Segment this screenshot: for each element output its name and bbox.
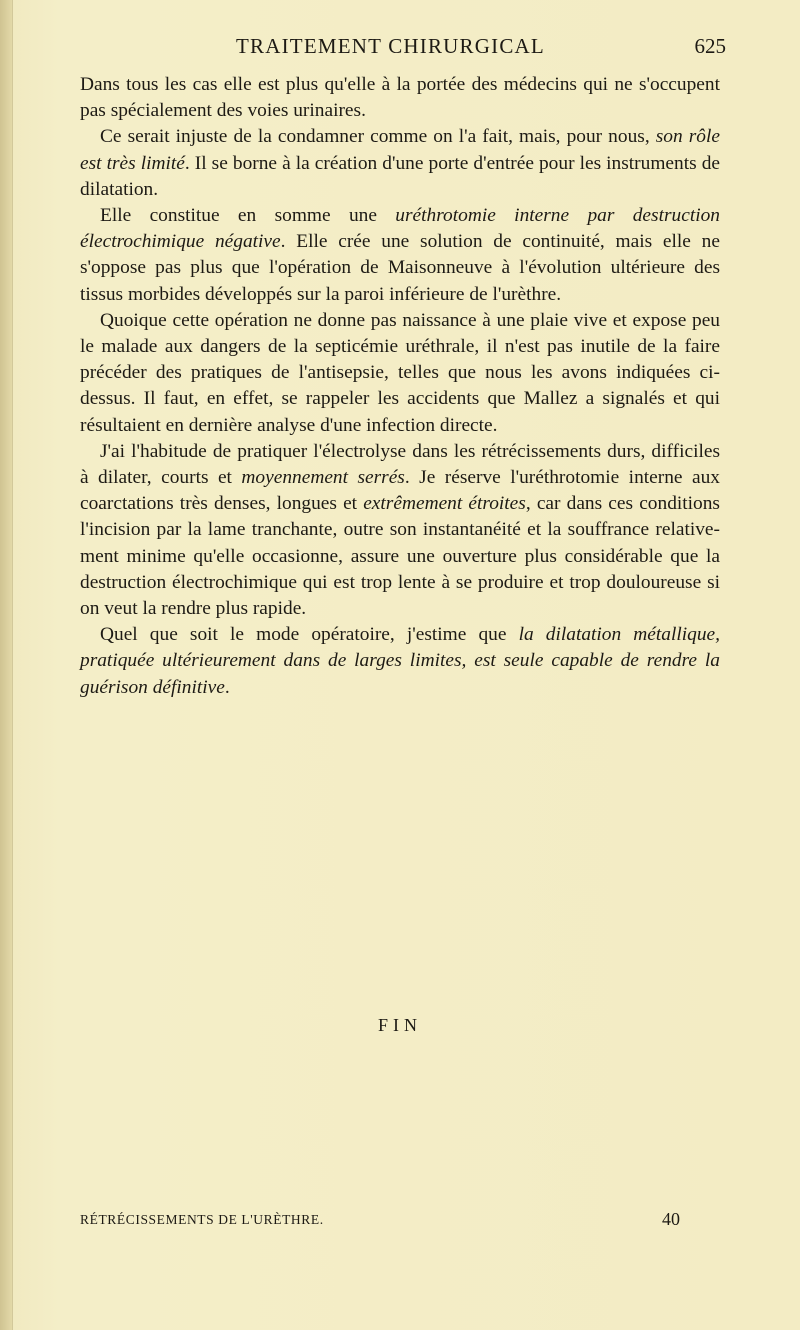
paragraph-3-text-b: . Elle crée une solution de continuité, mais elle ne s'oppose pas plus que l'opération de Maisonneuve à l'évolution ultérieure des tissus morbides développés sur la paroi inférieure de l'urèthre. [80,231,720,305]
paragraph-6-text-b: . [224,676,230,698]
paragraph-6 [80,622,720,701]
paragraph-6-emphasis: la dilatation métallique, pratiquée ultérieurement dans de larges limites, est seule capable de rendre la guérison définitive [80,624,721,698]
paragraph-6-text-a: Quel que soit le mode opératoire, j'estime que [100,624,519,646]
paragraph-2-text-a: Ce serait injuste de la condamner comme on l'a fait, mais, pour nous, [100,126,656,148]
paragraph-4-text: Quoique cette opération ne donne pas naissance à une plaie vive et expose peu le malade aux dangers de la septicémie uréthrale, il n'est pas inutile de la faire précéder des pratiques de l'antisepsie, telles que nous les avons indiquées ci-dessus. Il faut, en effet, se rappeler les accidents que Mallez a signalés et qui résultaient en dernière analyse d'une infection directe. [80,309,720,436]
paragraph-4 [80,308,720,439]
fin-label: FIN [377,1015,422,1035]
paragraph-5 [80,439,720,622]
paragraph-5-text-c: , car dans ces conditions l'incision par la lame tranchante, outre son instantanéité et la souffrance relativement minime qu'elle occasionne, assure une ouverture plus considérable que la destruction électrochimique qui est trop lente à se produire et trop douloureuse si on veut la rendre plus rapide. [80,493,720,620]
running-title: TRAITEMENT CHIRURGICAL [236,34,545,58]
paragraph-1-text: Dans tous les cas elle est plus qu'elle à la portée des médecins qui ne s'occupent pas spécialement des voies urinaires. [80,74,720,122]
page-binding-edge [0,0,13,1330]
paragraph-1 [80,72,720,124]
paragraph-2-text-b: . Il se borne à la création d'une porte d'entrée pour les instruments de dilatation. [80,152,720,200]
body-text [80,72,720,701]
paragraph-2 [80,124,720,203]
page-footer [80,1209,720,1236]
running-header [78,34,726,64]
signature-mark: RÉTRÉCISSEMENTS DE L'URÈTHRE. [80,1212,324,1227]
paragraph-5-text-a: J'ai l'habitude de pratiquer l'électrolyse dans les rétrécissements durs, difficiles à dilater, courts et [80,440,720,489]
paragraph-2-emphasis: son rôle est très limité [80,126,720,174]
signature-number: 40 [662,1209,680,1229]
paragraph-3-emphasis: uréthrotomie interne par destruction électrochimique négative [80,205,720,253]
paragraph-5-text-b: . Je réserve l'uréthrotomie interne aux coarctations très denses, longues et [80,467,720,515]
paragraph-5-emphasis-1: moyennement serrés [241,467,405,489]
paragraph-3-text-a: Elle constitue en somme une [100,205,396,227]
paragraph-5-emphasis-2: extrêmement étroites [363,493,526,515]
paragraph-3 [80,203,720,308]
page-number: 625 [694,34,726,58]
